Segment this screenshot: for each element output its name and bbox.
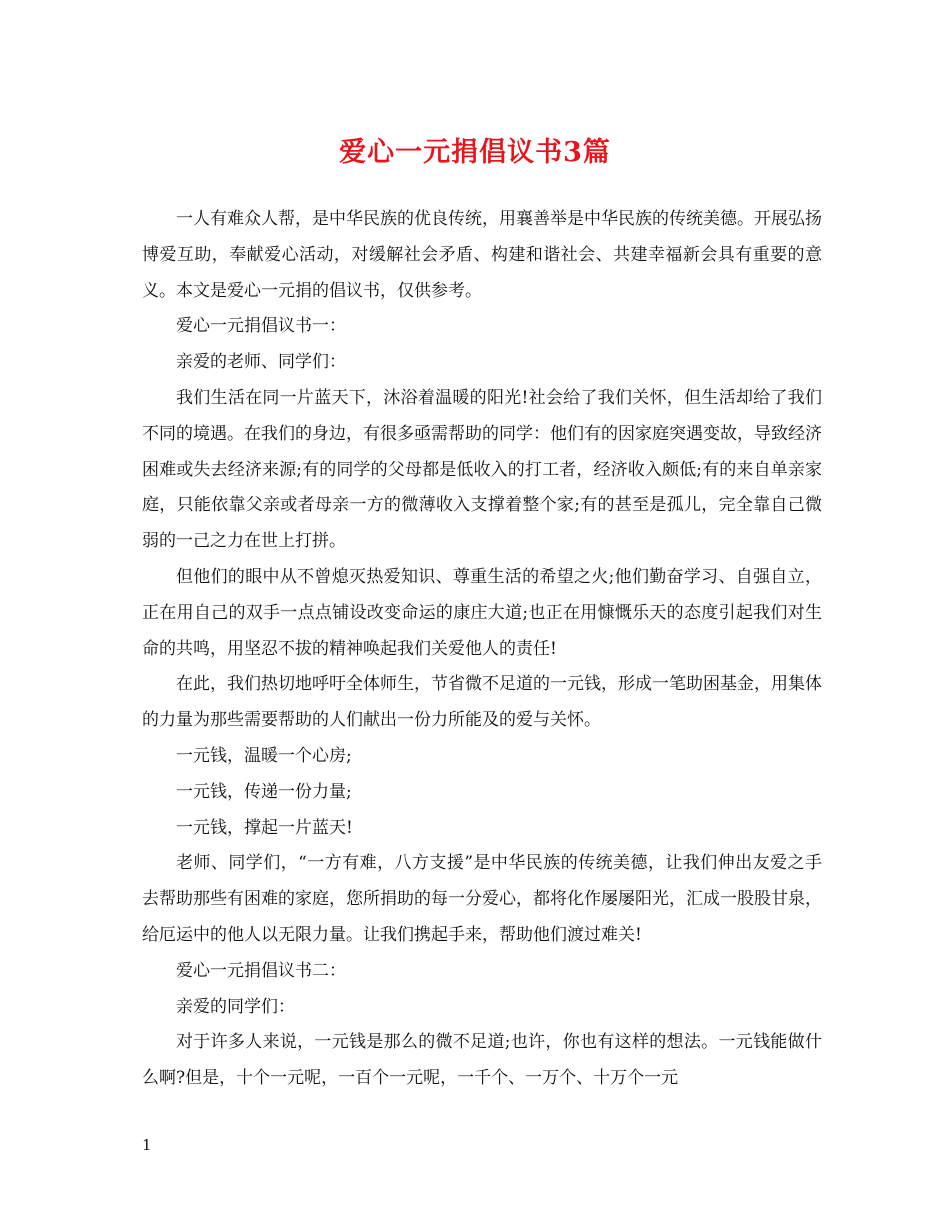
- paragraph: 我们生活在同一片蓝天下，沐浴着温暖的阳光!社会给了我们关怀，但生活却给了我们不同的境遇。在我们的身边，有很多亟需帮助的同学：他们有的因家庭突遇变故，导致经济困难或失去经济来源;有的同学的父母都是低收入的打工者，经济收入颇低;有的来自单亲家庭，只能依靠父亲或者母亲一方的微薄收入支撑着整个家;有的甚至是孤儿，完全靠自己微弱的一己之力在世上打拼。: [142, 387, 822, 552]
- paragraph: 亲爱的老师、同学们：: [176, 352, 346, 373]
- paragraph: 一元钱，撑起一片蓝天!: [176, 817, 353, 838]
- paragraph: 对于许多人来说，一元钱是那么的微不足道;也许，你也有这样的想法。一元钱能做什么啊?但是，十个一元呢，一百个一元呢，一千个、一万个、十万个一元: [142, 1032, 822, 1089]
- document-body: [142, 202, 822, 1097]
- paragraph: 爱心一元捐倡议书一：: [176, 316, 346, 337]
- paragraph: 亲爱的同学们：: [176, 996, 295, 1017]
- paragraph: 一人有难众人帮，是中华民族的优良传统，用襄善举是中华民族的传统美德。开展弘扬博爱互助，奉献爱心活动，对缓解社会矛盾、构建和谐社会、共建幸福新会具有重要的意义。本文是爱心一元捐的倡议书，仅供参考。: [142, 209, 822, 301]
- document-title: 爱心一元捐倡议书3篇: [339, 137, 611, 168]
- paragraph: 一元钱，传递一份力量;: [176, 781, 352, 802]
- paragraph: 爱心一元捐倡议书二：: [176, 960, 346, 981]
- paragraph: 在此，我们热切地呼吁全体师生，节省微不足道的一元钱，形成一笔助困基金，用集体的力量为那些需要帮助的人们献出一份力所能及的爱与关怀。: [142, 674, 822, 731]
- paragraph: 一元钱，温暖一个心房;: [176, 745, 352, 766]
- page-number: 1: [142, 1136, 152, 1154]
- paragraph: 老师、同学们，“一方有难，八方支援”是中华民族的传统美德，让我们伸出友爱之手去帮助那些有困难的家庭，您所捐助的每一分爱心，都将化作屡屡阳光，汇成一股股甘泉，给厄运中的他人以无限力量。让我们携起手来，帮助他们渡过难关!: [142, 853, 822, 945]
- paragraph: 但他们的眼中从不曾熄灭热爱知识、尊重生活的希望之火;他们勤奋学习、自强自立，正在用自己的双手一点点铺设改变命运的康庄大道;也正在用慷慨乐天的态度引起我们对生命的共鸣，用坚忍不拔的精神唤起我们关爱他人的责任!: [142, 566, 822, 659]
